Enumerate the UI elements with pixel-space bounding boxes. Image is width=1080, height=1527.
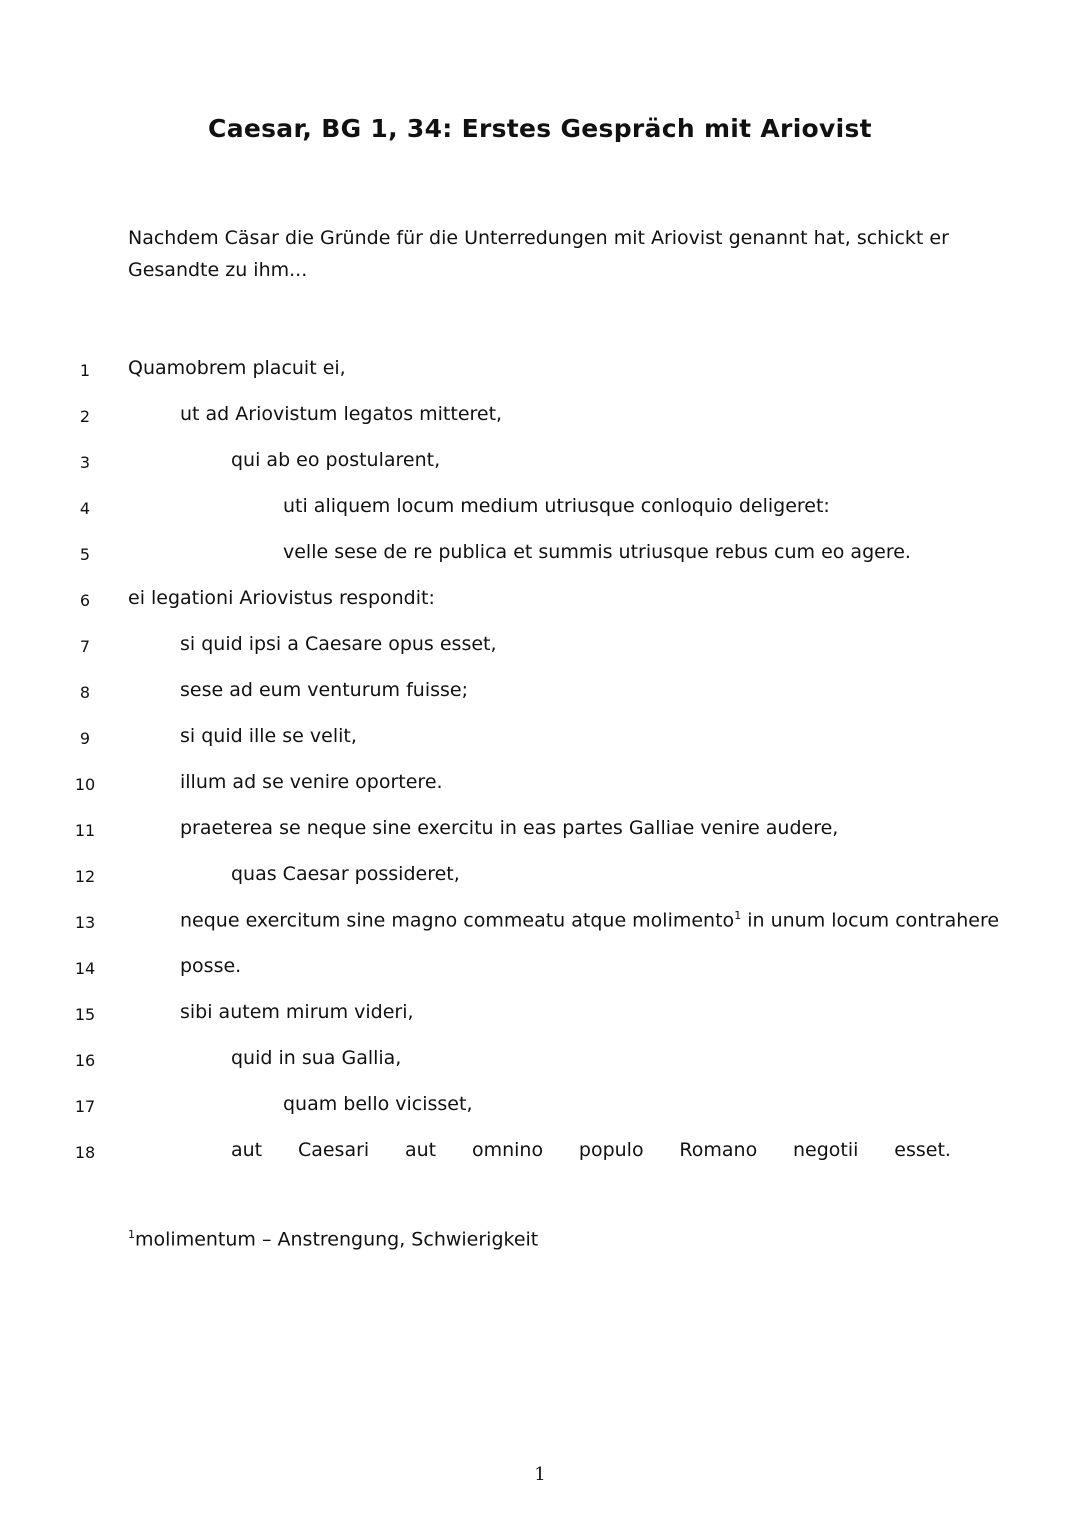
word: aut bbox=[405, 1139, 437, 1161]
word: omnino bbox=[471, 1139, 544, 1161]
line-text: velle sese de re publica et summis utriusque rebus cum eo agere. bbox=[283, 541, 911, 563]
text-line bbox=[0, 541, 1080, 571]
text-line bbox=[0, 1139, 1080, 1169]
line-text: ut ad Ariovistum legatos mitteret, bbox=[180, 403, 503, 425]
text-line bbox=[0, 1001, 1080, 1031]
word: negotii bbox=[793, 1139, 859, 1161]
line-number: 5 bbox=[79, 545, 91, 564]
line-text: praeterea se neque sine exercitu in eas partes Galliae venire audere, bbox=[180, 817, 839, 839]
text-line bbox=[0, 909, 1080, 939]
word: esset. bbox=[894, 1139, 951, 1161]
line-text: posse. bbox=[180, 955, 242, 977]
line-text: sese ad eum venturum fuisse; bbox=[180, 679, 469, 701]
text-line bbox=[0, 403, 1080, 433]
line-number: 10 bbox=[74, 775, 96, 794]
text-line bbox=[0, 725, 1080, 755]
line-text-before-footnote: neque exercitum sine magno commeatu atque molimento bbox=[180, 909, 735, 932]
line-number: 9 bbox=[79, 729, 91, 748]
line-number: 15 bbox=[74, 1005, 96, 1024]
line-number: 4 bbox=[79, 499, 91, 518]
line-text: uti aliquem locum medium utriusque conloquio deligeret: bbox=[283, 495, 830, 517]
text-line bbox=[0, 587, 1080, 617]
line-text: si quid ipsi a Caesare opus esset, bbox=[180, 633, 497, 655]
text-line bbox=[0, 955, 1080, 985]
line-text: qui ab eo postularent, bbox=[231, 449, 441, 471]
line-text: quam bello vicisset, bbox=[283, 1093, 473, 1115]
line-text bbox=[180, 909, 999, 931]
line-text: Quamobrem placuit ei, bbox=[128, 357, 346, 379]
line-number: 3 bbox=[79, 453, 91, 472]
line-text: si quid ille se velit, bbox=[180, 725, 357, 747]
text-line bbox=[0, 771, 1080, 801]
line-number: 8 bbox=[79, 683, 91, 702]
line-text-justified bbox=[231, 1139, 951, 1161]
footnote bbox=[128, 1228, 538, 1250]
line-number: 6 bbox=[79, 591, 91, 610]
text-line bbox=[0, 863, 1080, 893]
text-line bbox=[0, 1047, 1080, 1077]
text-line bbox=[0, 357, 1080, 387]
line-number: 2 bbox=[79, 407, 91, 426]
text-line bbox=[0, 817, 1080, 847]
text-line bbox=[0, 449, 1080, 479]
line-text-after-footnote: in unum locum contrahere bbox=[741, 909, 1000, 932]
line-text: sibi autem mirum videri, bbox=[180, 1001, 414, 1023]
text-line bbox=[0, 495, 1080, 525]
word: populo bbox=[578, 1139, 644, 1161]
page-title: Caesar, BG 1, 34: Erstes Gespräch mit Ariovist bbox=[208, 114, 872, 143]
text-line bbox=[0, 633, 1080, 663]
line-number: 18 bbox=[74, 1143, 96, 1162]
intro-paragraph: Nachdem Cäsar die Gründe für die Unterredungen mit Ariovist genannt hat, schickt er Gesandte zu ihm... bbox=[128, 227, 949, 281]
word: aut bbox=[231, 1139, 263, 1161]
footnote-marker: 1 bbox=[128, 1228, 135, 1241]
line-text: illum ad se venire oportere. bbox=[180, 771, 443, 793]
line-number: 16 bbox=[74, 1051, 96, 1070]
line-number: 1 bbox=[79, 361, 91, 380]
word: Caesari bbox=[297, 1139, 370, 1161]
line-number: 12 bbox=[74, 867, 96, 886]
text-line bbox=[0, 1093, 1080, 1123]
line-number: 13 bbox=[74, 913, 96, 932]
line-number: 11 bbox=[74, 821, 96, 840]
word: Romano bbox=[679, 1139, 758, 1161]
line-number: 7 bbox=[79, 637, 91, 656]
footnote-text: molimentum – Anstrengung, Schwierigkeit bbox=[135, 1228, 539, 1251]
line-number: 17 bbox=[74, 1097, 96, 1116]
page-number: 1 bbox=[534, 1464, 546, 1485]
footnote-reference: 1 bbox=[734, 909, 742, 922]
text-line bbox=[0, 679, 1080, 709]
line-text: ei legationi Ariovistus respondit: bbox=[128, 587, 435, 609]
line-text: quid in sua Gallia, bbox=[231, 1047, 402, 1069]
line-number: 14 bbox=[74, 959, 96, 978]
line-text: quas Caesar possideret, bbox=[231, 863, 460, 885]
